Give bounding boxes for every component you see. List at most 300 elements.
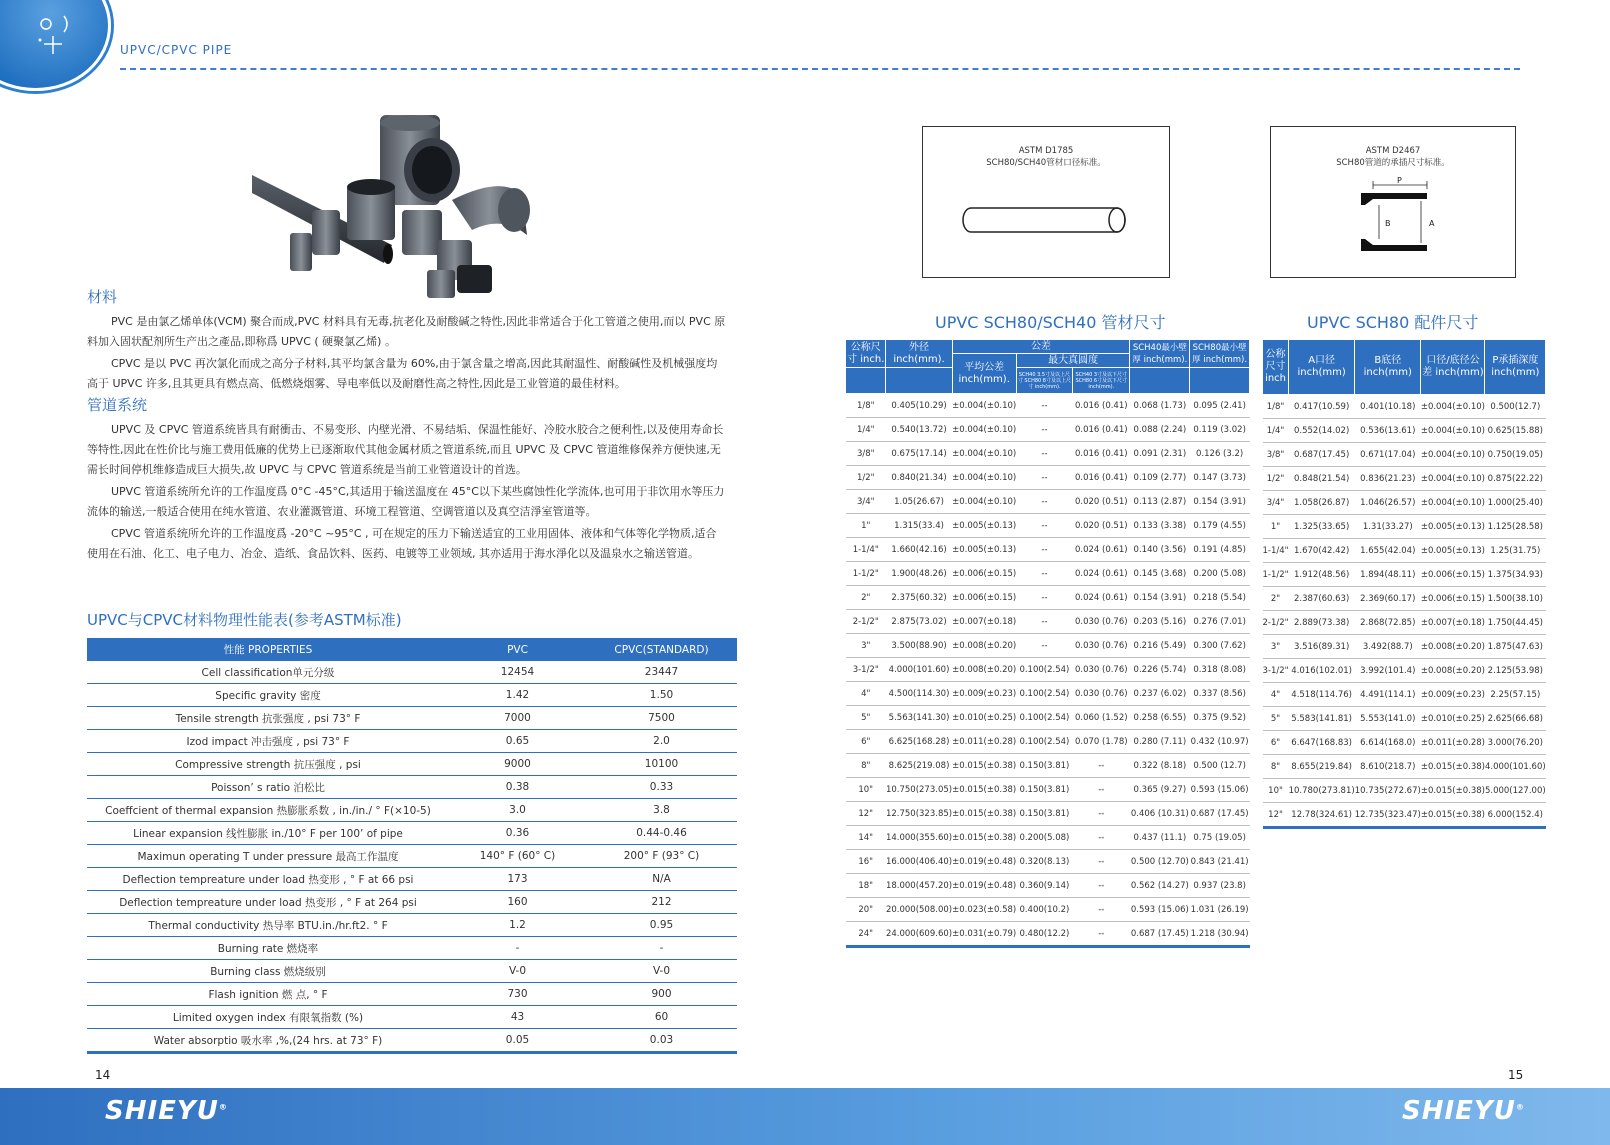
table-cell: 0.030 (0.76) [1073, 658, 1130, 682]
table-cell: 0.318 (8.08) [1190, 658, 1250, 682]
table-cell: 0.840(21.34) [886, 466, 952, 490]
properties-row [87, 960, 737, 983]
table-cell: -- [1016, 418, 1072, 442]
table-cell: 3/8" [846, 442, 886, 466]
table-cell: -- [1073, 898, 1130, 922]
table-cell: 2-1/2" [1263, 611, 1289, 635]
table-cell: 1.660(42.16) [886, 538, 952, 562]
table-cell: 0.843 (21.41) [1190, 850, 1250, 874]
brand-reg-mark: ® [218, 1102, 228, 1112]
table-cell: 0.406 (10.31) [1130, 802, 1190, 826]
table-cell: 0.091 (2.31) [1130, 442, 1190, 466]
piping-paragraph: UPVC 及 CPVC 管道系统皆具有耐衝击、不易变形、内壁光滑、不易结垢、保温性能好、冷胶水胶合之便利性,以及使用寿命长等特性,因此在性价比与施工费用低廉的优势上已逐渐取代其他金属材质之管道系统,而且 UPVC 及 CPVC 管道维修保养方便快速,无需长时间停机维修造成巨大损失,故 UPVC 与 CPVC 管道系统是当前工业管道设计的首选。 [87, 423, 724, 476]
fitting-row [1263, 563, 1546, 587]
table-cell: 173 [449, 868, 586, 891]
properties-header-cell: PVC [449, 638, 586, 661]
table-cell: V-0 [586, 960, 737, 983]
pipe-row [846, 538, 1250, 562]
table-cell: -- [1073, 874, 1130, 898]
table-cell: 0.848(21.54) [1289, 467, 1355, 491]
table-cell: 1.750(44.45) [1485, 611, 1546, 635]
table-cell: -- [1016, 562, 1072, 586]
table-cell: 0.100(2.54) [1016, 658, 1072, 682]
table-cell: -- [1016, 394, 1072, 418]
table-cell: ±0.006(±0.15) [1421, 587, 1485, 611]
table-cell: 6.000(152.4) [1485, 803, 1546, 828]
table-cell: ±0.011(±0.28) [952, 730, 1016, 754]
table-cell: 9000 [449, 753, 586, 776]
table-cell: ±0.004(±0.10) [1421, 491, 1485, 515]
pipe-row [846, 418, 1250, 442]
table-cell: 0.030 (0.76) [1073, 634, 1130, 658]
label-p: P [1397, 176, 1402, 185]
fitting-dimension-table [1262, 339, 1546, 829]
table-cell: 5" [846, 706, 886, 730]
properties-header-cell: 性能 PROPERTIES [87, 638, 449, 661]
table-cell: 60 [586, 1006, 737, 1029]
table-cell: 0.016 (0.41) [1073, 418, 1130, 442]
table-cell: 12.78(324.61) [1289, 803, 1355, 828]
table-cell: 0.432 (10.97) [1190, 730, 1250, 754]
materials-paragraph: PVC 是由氯乙烯单体(VCM) 聚合而成,PVC 材料具有无毒,抗老化及耐酸碱之特性,因此非常适合于化工管道之使用,而以 PVC 原料加入固状配剂所生产出之產品,即称爲 UPVC ( 硬聚氯乙烯) 。 [87, 315, 726, 348]
table-cell: -- [1073, 826, 1130, 850]
pipe-row [846, 922, 1250, 947]
table-cell: ±0.007(±0.18) [952, 610, 1016, 634]
brand-reg-mark: ® [1515, 1102, 1525, 1112]
properties-row [87, 891, 737, 914]
table-cell: 1.325(33.65) [1289, 515, 1355, 539]
page-number-left: 14 [95, 1068, 111, 1082]
table-cell: 0.360(9.14) [1016, 874, 1072, 898]
table-cell: 3-1/2" [846, 658, 886, 682]
table-cell: -- [1016, 610, 1072, 634]
table-cell: 0.191 (4.85) [1190, 538, 1250, 562]
pipe-row [846, 562, 1250, 586]
pipe-header-tolerance: 公差 [952, 340, 1130, 354]
table-cell: 0.150(3.81) [1016, 778, 1072, 802]
table-cell: 0.200(5.08) [1016, 826, 1072, 850]
table-cell: 0.500 (12.7) [1190, 754, 1250, 778]
table-cell: 0.44-0.46 [586, 822, 737, 845]
pipe-row [846, 706, 1250, 730]
table-cell: 3.000(76.20) [1485, 731, 1546, 755]
table-cell: 0.024 (0.61) [1073, 562, 1130, 586]
fitting-table-body [1263, 395, 1546, 828]
table-cell: Water absorptio 吸水率 ,%,(24 hrs. at 73° F) [87, 1029, 449, 1053]
table-cell: 1.031 (26.19) [1190, 898, 1250, 922]
pipe-row [846, 682, 1250, 706]
piping-paragraph: UPVC 管道系统所允许的工作温度爲 0°C -45°C,其适用于输送温度在 45°C以下某些腐蚀性化学流体,也可用于非饮用水等压力流体的输送,一般适合使用在纯水管道、农业灌溉管道、环境工程管道、空调管道以及真空洁淨室管道等。 [87, 485, 725, 518]
table-cell: 3.992(101.4) [1355, 659, 1421, 683]
table-cell: 0.300 (7.62) [1190, 634, 1250, 658]
pipe-row [846, 898, 1250, 922]
pipe-row [846, 610, 1250, 634]
properties-row [87, 1029, 737, 1053]
properties-row [87, 845, 737, 868]
table-cell: 0.687(17.45) [1289, 443, 1355, 467]
table-cell: -- [1016, 490, 1072, 514]
fitting-row [1263, 707, 1546, 731]
table-cell: 24.000(609.60) [886, 922, 952, 947]
brand-logo-right [1402, 1096, 1525, 1126]
table-cell: 0.400(10.2) [1016, 898, 1072, 922]
table-cell: ±0.004(±0.10) [952, 442, 1016, 466]
table-cell: 1" [846, 514, 886, 538]
table-cell: 1/2" [1263, 467, 1289, 491]
table-cell: ±0.004(±0.10) [952, 418, 1016, 442]
table-cell: 0.140 (3.56) [1130, 538, 1190, 562]
table-cell: 1/4" [1263, 419, 1289, 443]
fitting-row [1263, 683, 1546, 707]
table-cell: - [449, 937, 586, 960]
properties-table [87, 638, 737, 1054]
table-cell: 2.868(72.85) [1355, 611, 1421, 635]
page-number-right: 15 [1508, 1068, 1524, 1082]
pipe-header-avg-tol: 平均公差 inch(mm). [952, 354, 1016, 394]
table-cell: Linear expansion 线性膨胀 in./10° F per 100’ of pipe [87, 822, 449, 845]
pipe-row [846, 826, 1250, 850]
table-cell: 23447 [586, 661, 737, 684]
table-cell: ±0.008(±0.20) [952, 634, 1016, 658]
table-cell: Izod impact 冲击强度 , psi 73° F [87, 730, 449, 753]
table-cell: 5" [1263, 707, 1289, 731]
pipe-row [846, 514, 1250, 538]
table-cell: 1.875(47.63) [1485, 635, 1546, 659]
pipe-dimension-table [845, 339, 1250, 948]
properties-row [87, 1006, 737, 1029]
table-cell: 0.179 (4.55) [1190, 514, 1250, 538]
table-cell: 0.030 (0.76) [1073, 682, 1130, 706]
table-cell: 2.889(73.38) [1289, 611, 1355, 635]
table-cell: 2.387(60.63) [1289, 587, 1355, 611]
fitting-header-cell: 口径/底径公差 inch(mm) [1421, 340, 1485, 395]
table-cell: 0.100(2.54) [1016, 730, 1072, 754]
fitting-row [1263, 515, 1546, 539]
table-cell: -- [1073, 850, 1130, 874]
table-cell: 1.25(31.75) [1485, 539, 1546, 563]
table-cell: -- [1073, 802, 1130, 826]
table-cell: 10.780(273.81) [1289, 779, 1355, 803]
table-cell: 0.375 (9.52) [1190, 706, 1250, 730]
table-cell: ±0.011(±0.28) [1421, 731, 1485, 755]
table-cell: 2.125(53.98) [1485, 659, 1546, 683]
table-cell: 10" [846, 778, 886, 802]
table-cell: 1" [1263, 515, 1289, 539]
table-cell: 0.322 (8.18) [1130, 754, 1190, 778]
table-cell: -- [1016, 442, 1072, 466]
table-cell: Cell classification单元分级 [87, 661, 449, 684]
table-cell: -- [1073, 778, 1130, 802]
table-cell: 0.33 [586, 776, 737, 799]
table-cell: Deflection tempreature under load 热变形 , ° F at 264 psi [87, 891, 449, 914]
table-cell: ±0.009(±0.23) [952, 682, 1016, 706]
table-cell: ±0.019(±0.48) [952, 850, 1016, 874]
table-cell: 0.218 (5.54) [1190, 586, 1250, 610]
table-cell: 0.145 (3.68) [1130, 562, 1190, 586]
table-cell: 0.119 (3.02) [1190, 418, 1250, 442]
table-cell: 6.625(168.28) [886, 730, 952, 754]
table-cell: ±0.010(±0.25) [952, 706, 1016, 730]
table-cell: 0.203 (5.16) [1130, 610, 1190, 634]
table-cell: 1/8" [1263, 395, 1289, 419]
table-cell: 3" [846, 634, 886, 658]
table-cell: -- [1016, 466, 1072, 490]
table-cell: 0.133 (3.38) [1130, 514, 1190, 538]
table-cell: 0.150(3.81) [1016, 754, 1072, 778]
table-cell: Specific gravity 密度 [87, 684, 449, 707]
table-cell: 0.200 (5.08) [1190, 562, 1250, 586]
table-cell: 2-1/2" [846, 610, 886, 634]
properties-row [87, 661, 737, 684]
brand-name: SHIEYU [1402, 1096, 1516, 1126]
table-cell: 7500 [586, 707, 737, 730]
table-cell: ±0.031(±0.79) [952, 922, 1016, 947]
table-cell: ±0.009(±0.23) [1421, 683, 1485, 707]
fitting-row [1263, 635, 1546, 659]
table-cell: 0.016 (0.41) [1073, 442, 1130, 466]
table-cell: -- [1016, 634, 1072, 658]
table-cell: ±0.015(±0.38) [1421, 755, 1485, 779]
properties-row [87, 707, 737, 730]
pipe-header-od: 外径 inch(mm). [886, 340, 952, 368]
table-cell: 8" [846, 754, 886, 778]
table-cell: 2" [846, 586, 886, 610]
table-cell: 140° F (60° C) [449, 845, 586, 868]
table-cell: 0.95 [586, 914, 737, 937]
table-cell: 0.095 (2.41) [1190, 394, 1250, 418]
table-cell: 0.068 (1.73) [1130, 394, 1190, 418]
table-cell: 4.491(114.1) [1355, 683, 1421, 707]
table-cell: ±0.015(±0.38) [952, 802, 1016, 826]
table-cell: -- [1073, 922, 1130, 947]
table-cell: 1.31(33.27) [1355, 515, 1421, 539]
fitting-row [1263, 443, 1546, 467]
table-cell: 160 [449, 891, 586, 914]
table-cell: 1.894(48.11) [1355, 563, 1421, 587]
table-cell: ±0.008(±0.20) [1421, 635, 1485, 659]
piping-heading: 管道系统 [87, 396, 148, 414]
table-cell: ±0.005(±0.13) [1421, 515, 1485, 539]
fitting-row [1263, 419, 1546, 443]
fitting-row [1263, 611, 1546, 635]
table-cell: 0.337 (8.56) [1190, 682, 1250, 706]
table-cell: 4.500(114.30) [886, 682, 952, 706]
table-cell: 0.320(8.13) [1016, 850, 1072, 874]
table-cell: 3/4" [846, 490, 886, 514]
footer-bar [0, 1088, 1610, 1145]
table-cell: ±0.006(±0.15) [1421, 563, 1485, 587]
table-cell: 0.417(10.59) [1289, 395, 1355, 419]
table-cell: 12" [1263, 803, 1289, 828]
table-cell: Poisson’ s ratio 泊松比 [87, 776, 449, 799]
table-cell: 0.437 (11.1) [1130, 826, 1190, 850]
pipe-row [846, 754, 1250, 778]
table-cell: Tensile strength 抗张强度 , psi 73° F [87, 707, 449, 730]
pipe-header-ovality-small: SCH40 3寸及以下尺寸 SCH80 6寸及以下尺寸 inch(mm). [1073, 368, 1130, 394]
table-cell: 0.154 (3.91) [1190, 490, 1250, 514]
table-cell: 0.024 (0.61) [1073, 538, 1130, 562]
table-cell: 0.03 [586, 1029, 737, 1053]
table-cell: ±0.015(±0.38) [952, 754, 1016, 778]
table-cell: 1/4" [846, 418, 886, 442]
table-cell: Thermal conductivity 热导率 BTU.in./hr.ft2. ° F [87, 914, 449, 937]
table-cell: 8.610(218.7) [1355, 755, 1421, 779]
table-cell: 0.258 (6.55) [1130, 706, 1190, 730]
table-cell: 212 [586, 891, 737, 914]
table-cell: 6" [1263, 731, 1289, 755]
diagram-caption-desc: SCH80管道的承插尺寸标准。 [1336, 158, 1450, 168]
fitting-row [1263, 587, 1546, 611]
table-cell: 0.147 (3.73) [1190, 466, 1250, 490]
table-cell: - [586, 937, 737, 960]
label-a: A [1429, 219, 1435, 228]
table-cell: 1.125(28.58) [1485, 515, 1546, 539]
brand-logo-left [105, 1096, 228, 1126]
table-cell: 0.750(19.05) [1485, 443, 1546, 467]
table-cell: 0.500 (12.70) [1130, 850, 1190, 874]
table-cell: 5.563(141.30) [886, 706, 952, 730]
properties-row [87, 914, 737, 937]
properties-heading: UPVC与CPVC材料物理性能表(参考ASTM标准) [87, 611, 402, 629]
logo-mark-icon [36, 14, 86, 59]
table-cell: 0.088 (2.24) [1130, 418, 1190, 442]
pipe-row [846, 802, 1250, 826]
table-cell: 16.000(406.40) [886, 850, 952, 874]
table-cell: 10.735(272.67) [1355, 779, 1421, 803]
table-cell: 0.100(2.54) [1016, 706, 1072, 730]
table-cell: 10100 [586, 753, 737, 776]
table-cell: ±0.004(±0.10) [952, 490, 1016, 514]
table-cell: 1.000(25.40) [1485, 491, 1546, 515]
table-cell: 0.016 (0.41) [1073, 466, 1130, 490]
table-cell: ±0.004(±0.10) [952, 466, 1016, 490]
table-cell: 1-1/4" [1263, 539, 1289, 563]
label-b: B [1385, 219, 1391, 228]
table-cell: ±0.015(±0.38) [1421, 803, 1485, 828]
page-header-title: UPVC/CPVC PIPE [120, 43, 233, 57]
table-cell: 3-1/2" [1263, 659, 1289, 683]
diagram-caption-standard: ASTM D2467 [1365, 146, 1421, 156]
table-cell: 12" [846, 802, 886, 826]
table-cell: 6.647(168.83) [1289, 731, 1355, 755]
table-cell: 0.875(22.22) [1485, 467, 1546, 491]
table-cell: 0.060 (1.52) [1073, 706, 1130, 730]
table-cell: 1.912(48.56) [1289, 563, 1355, 587]
table-cell: 1.315(33.4) [886, 514, 952, 538]
table-cell: 6.614(168.0) [1355, 731, 1421, 755]
fitting-row [1263, 539, 1546, 563]
table-cell: 6" [846, 730, 886, 754]
table-cell: 1/8" [846, 394, 886, 418]
pipe-row [846, 442, 1250, 466]
table-cell: 2.369(60.17) [1355, 587, 1421, 611]
table-cell: 10" [1263, 779, 1289, 803]
table-cell: -- [1016, 586, 1072, 610]
table-cell: 0.593 (15.06) [1190, 778, 1250, 802]
table-cell: 12.750(323.85) [886, 802, 952, 826]
fitting-row [1263, 659, 1546, 683]
table-cell: 0.109 (2.77) [1130, 466, 1190, 490]
table-cell: 14" [846, 826, 886, 850]
table-cell: 2.875(73.02) [886, 610, 952, 634]
table-cell: 0.401(10.18) [1355, 395, 1421, 419]
table-cell: 0.671(17.04) [1355, 443, 1421, 467]
table-cell: 1-1/2" [1263, 563, 1289, 587]
fitting-row [1263, 803, 1546, 828]
pipe-header-ovality-large: SCH40 3.5寸及以上尺寸 SCH80 8寸及以上尺寸 inch(mm). [1016, 368, 1072, 394]
table-cell: 2.375(60.32) [886, 586, 952, 610]
table-cell: 5.553(141.0) [1355, 707, 1421, 731]
properties-row [87, 753, 737, 776]
table-cell: 0.126 (3.2) [1190, 442, 1250, 466]
header-divider [120, 68, 1520, 70]
table-cell: 2.25(57.15) [1485, 683, 1546, 707]
table-cell: 1-1/4" [846, 538, 886, 562]
table-cell: 3/4" [1263, 491, 1289, 515]
properties-row [87, 868, 737, 891]
table-cell: V-0 [449, 960, 586, 983]
pipe-outline-diagram [959, 205, 1129, 235]
pipe-header-ovality: 最大真圆度 [1016, 354, 1130, 368]
table-cell: 1.046(26.57) [1355, 491, 1421, 515]
table-cell: Coeffcient of thermal expansion 热膨胀系数 , in./in./ ° F(×10-5) [87, 799, 449, 822]
table-cell: 1.218 (30.94) [1190, 922, 1250, 947]
fitting-header-cell: P承插深度 inch(mm) [1485, 340, 1546, 395]
table-cell: 16" [846, 850, 886, 874]
table-cell: 0.937 (23.8) [1190, 874, 1250, 898]
table-cell: ±0.019(±0.48) [952, 874, 1016, 898]
table-cell: 0.675(17.14) [886, 442, 952, 466]
pipe-row [846, 658, 1250, 682]
table-cell: 0.016 (0.41) [1073, 394, 1130, 418]
table-cell: 0.216 (5.49) [1130, 634, 1190, 658]
table-cell: 0.536(13.61) [1355, 419, 1421, 443]
table-cell: 0.562 (14.27) [1130, 874, 1190, 898]
pipe-row [846, 778, 1250, 802]
brand-name: SHIEYU [105, 1096, 219, 1126]
table-cell: ±0.004(±0.10) [1421, 395, 1485, 419]
table-cell: 0.020 (0.51) [1073, 514, 1130, 538]
table-cell: 7000 [449, 707, 586, 730]
table-cell: 1/2" [846, 466, 886, 490]
table-cell: 900 [586, 983, 737, 1006]
fitting-row [1263, 467, 1546, 491]
materials-heading: 材料 [87, 288, 118, 306]
pipe-diagram-box [922, 126, 1170, 278]
materials-paragraph: CPVC 是以 PVC 再次氯化而成之高分子材料,其平均氯含量为 60%,由于氯含量之增高,因此其耐温性、耐酸碱性及机械强度均高于 UPVC 许多,且其更具有燃点高、低燃烧烟雾、导电率低以及耐磨性高之特性,因此是工业管道的最佳材料。 [87, 357, 718, 390]
table-cell: 0.276 (7.01) [1190, 610, 1250, 634]
table-cell: 0.154 (3.91) [1130, 586, 1190, 610]
pipe-row [846, 634, 1250, 658]
pipe-row [846, 874, 1250, 898]
table-cell: -- [1016, 538, 1072, 562]
table-cell: ±0.015(±0.38) [1421, 779, 1485, 803]
fitting-header-cell: 公称尺寸 inch [1263, 340, 1289, 395]
table-cell: 1.375(34.93) [1485, 563, 1546, 587]
table-cell: ±0.005(±0.13) [952, 538, 1016, 562]
pipe-row [846, 586, 1250, 610]
table-cell: 8" [1263, 755, 1289, 779]
pipe-table-body [846, 394, 1250, 947]
socket-diagram-box [1270, 126, 1516, 278]
piping-text [87, 420, 727, 564]
table-cell: 4" [1263, 683, 1289, 707]
table-cell: 0.100(2.54) [1016, 682, 1072, 706]
table-cell: 12454 [449, 661, 586, 684]
table-cell: 3.500(88.90) [886, 634, 952, 658]
table-cell: 43 [449, 1006, 586, 1029]
socket-section-diagram [1359, 175, 1449, 260]
